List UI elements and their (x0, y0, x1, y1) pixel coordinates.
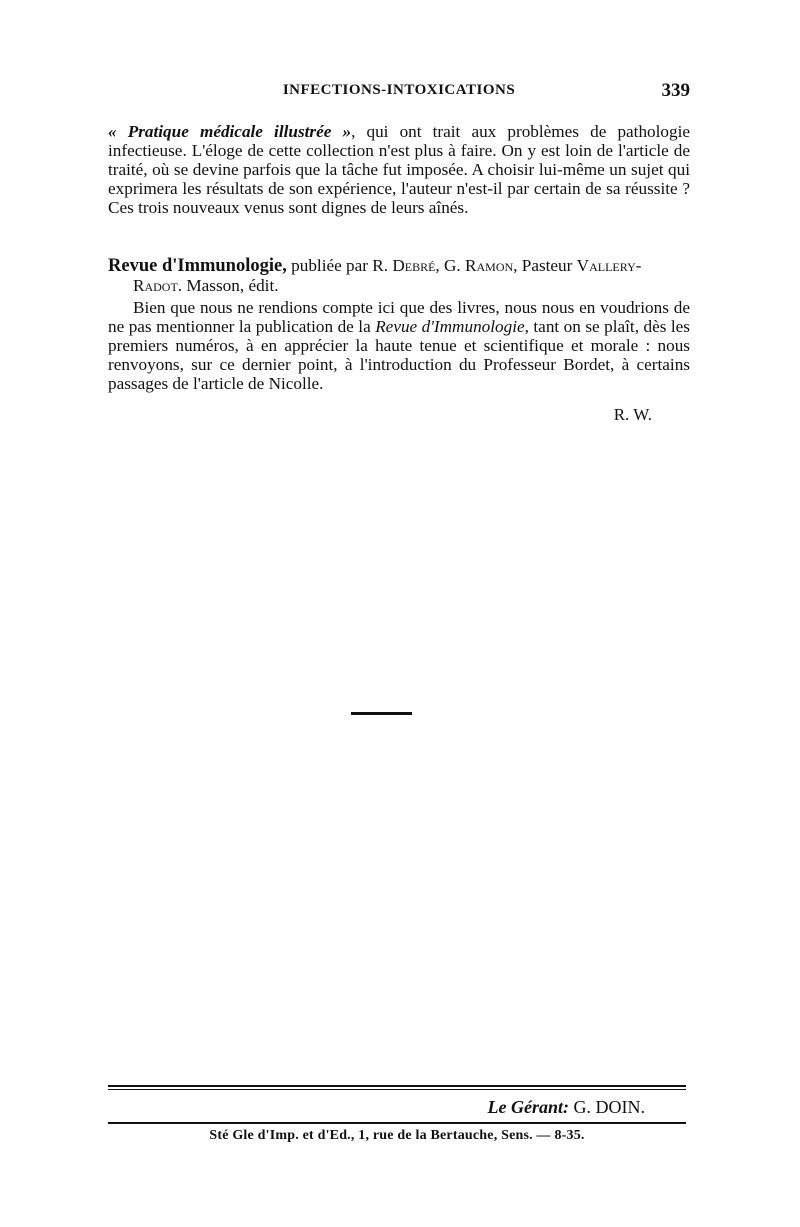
author-vallery: Vallery- (576, 256, 642, 275)
gerant-label: Le Gérant: (487, 1097, 569, 1117)
review-title-line (108, 256, 690, 276)
review-title-continuation (108, 276, 690, 295)
section-divider (351, 712, 412, 715)
review-intro: publiée par R. (286, 256, 393, 275)
author-radot: Radot (133, 276, 178, 295)
publisher: . Masson, édit. (177, 276, 279, 295)
author-ramon: Ramon (465, 256, 514, 275)
printer-imprint: Sté Gle d'Imp. et d'Ed., 1, rue de la Bertauche, Sens. — 8-35. (209, 1128, 585, 1143)
review-body (108, 298, 690, 393)
gerant-line (488, 1097, 645, 1118)
page-number: 339 (661, 80, 690, 101)
author-separator: , Pasteur (513, 256, 577, 275)
paragraph-pratique-medicale (108, 122, 690, 217)
gerant-name: G. DOIN. (569, 1097, 645, 1117)
signature-initials: R. W. (613, 405, 652, 424)
review-entry-heading (108, 256, 690, 295)
paragraph-text: , qui ont trait aux problèmes de pathologie infectieuse. L'éloge de cette collection n'est plus à faire. On y est loin de l'article de traité, où se devine parfois que la tâche fut imposée. A choisir lui-même un sujet qui exprimera les résultats de son expérience, l'auteur n'est-il par certain de sa réussite ? Ces trois nouveaux venus sont dignes de leurs aînés. (108, 122, 690, 217)
footer-rule-bottom (108, 1089, 686, 1090)
running-head (108, 82, 690, 104)
footer-rule-top (108, 1085, 686, 1087)
author-separator: , G. (435, 256, 466, 275)
running-title: INFECTIONS-INTOXICATIONS (282, 82, 516, 98)
review-paragraph (108, 298, 690, 393)
author-debre: Debré (392, 256, 436, 275)
imprint-rule (108, 1122, 686, 1124)
collection-title: « Pratique médicale illustrée » (108, 122, 352, 141)
review-text: Bien que nous ne rendions compte ici que des livres, nous nous en voudrions de ne pas mentionner la publication de la (108, 298, 690, 336)
review-journal-title: Revue d'Immunologie (375, 317, 525, 336)
review-text: , tant on se plaît, dès les premiers numéros, à en apprécier la haute tenue et scientifique et morale : nous renvoyons, sur ce dernier point, à l'introduction du Professeur Bordet, à certains passages de l'article de Nicolle. (108, 317, 690, 393)
review-title: Revue d'Immunologie, (108, 256, 287, 276)
